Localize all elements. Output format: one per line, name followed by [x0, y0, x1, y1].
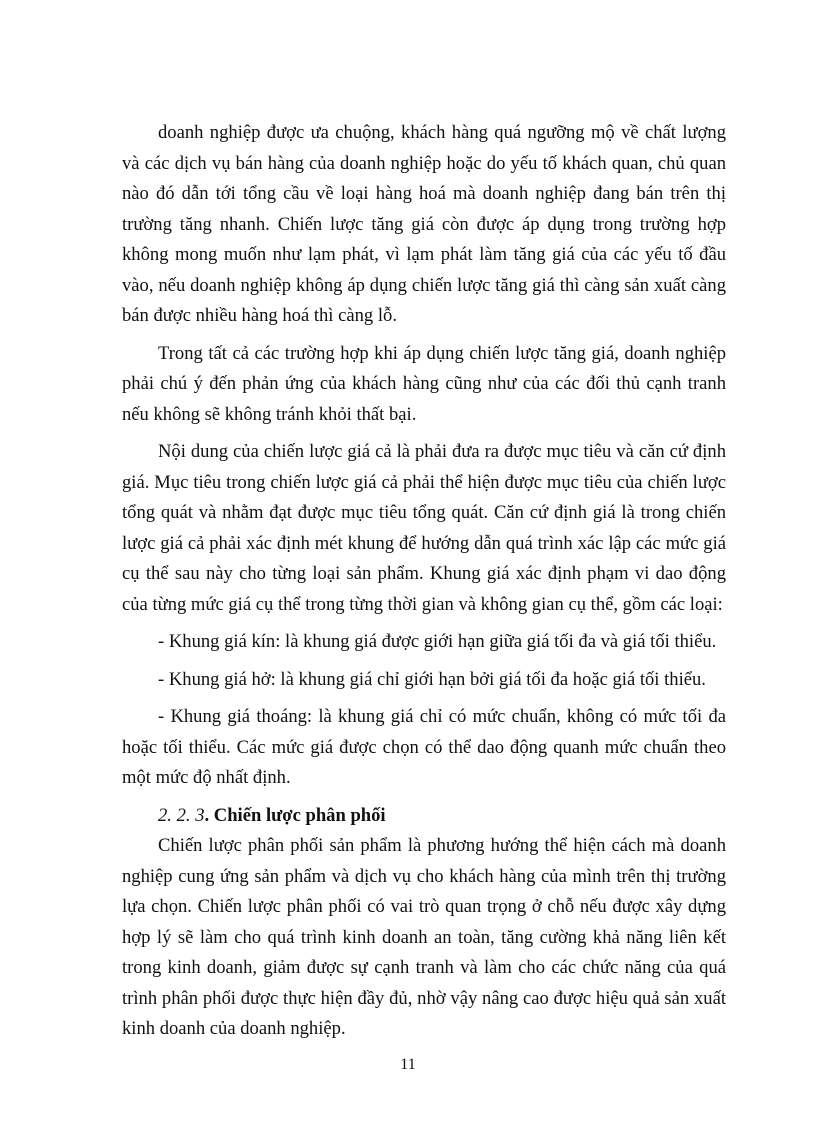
- document-page: [122, 118, 726, 1045]
- list-item-loose-price-frame: - Khung giá thoáng: là khung giá chỉ có mức chuẩn, không có mức tối đa hoặc tối thiểu. Các mức giá được chọn có thể dao động quanh mức chuẩn theo một mức độ nhất định.: [122, 706, 726, 788]
- section-number: 2. 2. 3: [158, 804, 205, 826]
- paragraph-price-strategy-content: Nội dung của chiến lược giá cả là phải đưa ra được mục tiêu và căn cứ định giá. Mục tiêu trong chiến lược giá cả phải thể hiện được mục tiêu của chiến lược tổng quát và nhằm đạt được mục tiêu tổng quát. Căn cứ định giá là trong chiến lược giá cả phải xác định mét khung để hướng dẫn quá trình xác lập các mức giá cụ thể sau này cho từng loại sản phẩm. Khung giá xác định phạm vi dao động của từng mức giá cụ thể trong từng thời gian và không gian cụ thể, gồm các loại:: [122, 441, 726, 615]
- list-item-open-price-frame: - Khung giá hở: là khung giá chỉ giới hạn bởi giá tối đa hoặc giá tối thiểu.: [158, 668, 706, 690]
- section-title: . Chiến lược phân phối: [204, 804, 386, 826]
- page-number: 11: [400, 1056, 416, 1073]
- paragraph-distribution-strategy: Chiến lược phân phối sản phẩm là phương hướng thể hiện cách mà doanh nghiệp cung ứng sản phẩm và dịch vụ cho khách hàng của mình trên thị trường lựa chọn. Chiến lược phân phối có vai trò quan trọng ở chỗ nếu được xây dựng hợp lý sẽ làm cho quá trình kinh doanh an toàn, tăng cường khả năng liên kết trong kinh doanh, giảm được sự cạnh tranh và làm cho các chức năng của quá trình phân phối được thực hiện đầy đủ, nhờ vậy nâng cao được hiệu quả sản xuất kinh doanh của doanh nghiệp.: [122, 835, 726, 1039]
- paragraph-price-increase-caution: Trong tất cả các trường hợp khi áp dụng chiến lược tăng giá, doanh nghiệp phải chú ý đến phản ứng của khách hàng cũng như của các đối thủ cạnh tranh nếu không sẽ không tránh khỏi thất bại.: [122, 342, 726, 425]
- section-heading: [122, 801, 726, 832]
- list-item-closed-price-frame: - Khung giá kín: là khung giá được giới hạn giữa giá tối đa và giá tối thiểu.: [158, 631, 717, 652]
- paragraph-price-increase-cont: doanh nghiệp được ưa chuộng, khách hàng quá ngưỡng mộ về chất lượng và các dịch vụ bán hàng của doanh nghiệp hoặc do yếu tố khách quan, chủ quan nào đó dẫn tới tổng cầu về loại hàng hoá mà doanh nghiệp đang bán trên thị trường tăng nhanh. Chiến lược tăng giá còn được áp dụng trong trường hợp không mong muốn như lạm phát, vì lạm phát làm tăng giá của các yếu tố đầu vào, nếu doanh nghiệp không áp dụng chiến lược tăng giá thì càng sản xuất càng bán được nhiều hàng hoá thì càng lỗ.: [122, 122, 726, 326]
